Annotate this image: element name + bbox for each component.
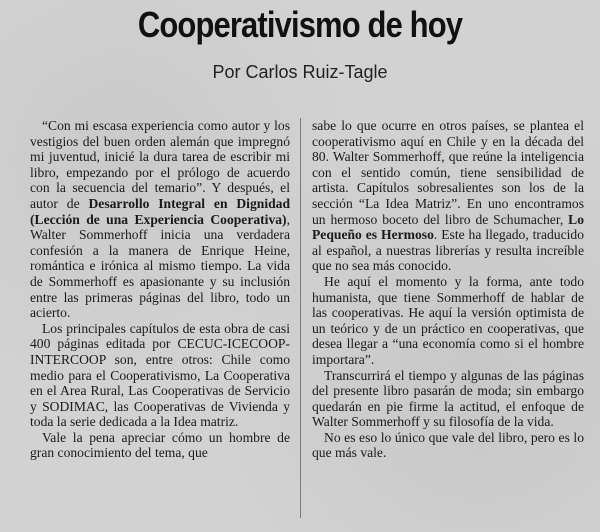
column-divider [300, 118, 301, 518]
paragraph [312, 118, 584, 274]
book-title: Lo Pequeño es Hermoso [312, 211, 584, 243]
paragraph [30, 118, 290, 321]
paragraph: He aquí el momento y la forma, ante todo humanista, que tiene Sommerhoff de hablar de las cooperativas. He aquí la versión optimista de un teórico y de un práctico en cooperativas, que desea llegar a “una economía como si el hombre importara”. [312, 273, 584, 367]
paragraph: Transcurrirá el tiempo y algunas de las páginas del presente libro pasarán de moda; sin embargo quedarán en pie firme la actitud, el enfoque de Walter Sommerhoff y su filosofía de la vida. [312, 367, 584, 430]
paragraph: No es eso lo único que vale del libro, pero es lo que más vale. [312, 429, 584, 461]
text-run: “Con mi escasa experiencia como autor y los vestigios del buen orden alemán que impregnó mi juventud, inicié la dura tarea de escribir mi libro, empezando por el prólogo de acuerdo con la secuencia del temario”. Y después, el autor de [30, 118, 290, 211]
article-column-left [30, 118, 290, 461]
paragraph: Los principales capítulos de esta obra de casi 400 páginas editada por CECUC-ICECOOP-INTERCOOP son, entre otros: Chile como medio para el Cooperativismo, La Cooperativa en el Area Rural, Las Cooperativas de Servicio y SODIMAC, las Cooperativas de Vivienda y toda la serie dedicada a la Idea matriz. [30, 320, 290, 430]
article-column-right [312, 118, 584, 461]
paragraph: Vale la pena apreciar cómo un hombre de gran conocimiento del tema, que [30, 429, 290, 461]
article-headline: Cooperativismo de hoy [137, 4, 463, 45]
text-run: , Walter Sommerhoff inicia una verdadera confesión a la manera de Enrique Heine, romántica e irónica al mismo tiempo. La vida de Sommerhoff es apasionante y su inclusión entre las primeras páginas del libro, todo un acierto. [30, 211, 290, 321]
text-run: sabe lo que ocurre en otros países, se plantea el cooperativismo aquí en Chile y en la década del 80. Walter Sommerhoff, que reúne la inteligencia con el sentido común, tiene sensibilidad de artista. Capítulos sobresalientes son los de la sección “La Idea Matriz”. En uno encontramos un hermoso boceto del libro de Schumacher, [312, 118, 584, 227]
text-run: . Este ha llegado, traducido al español, a nuestras librerías y resulta increíble que no sea más conocido. [312, 227, 584, 274]
book-title: Desarrollo Integral en Dignidad (Lección de una Experiencia Cooperativa) [30, 195, 291, 227]
article-byline: Por Carlos Ruiz-Tagle [212, 62, 388, 82]
